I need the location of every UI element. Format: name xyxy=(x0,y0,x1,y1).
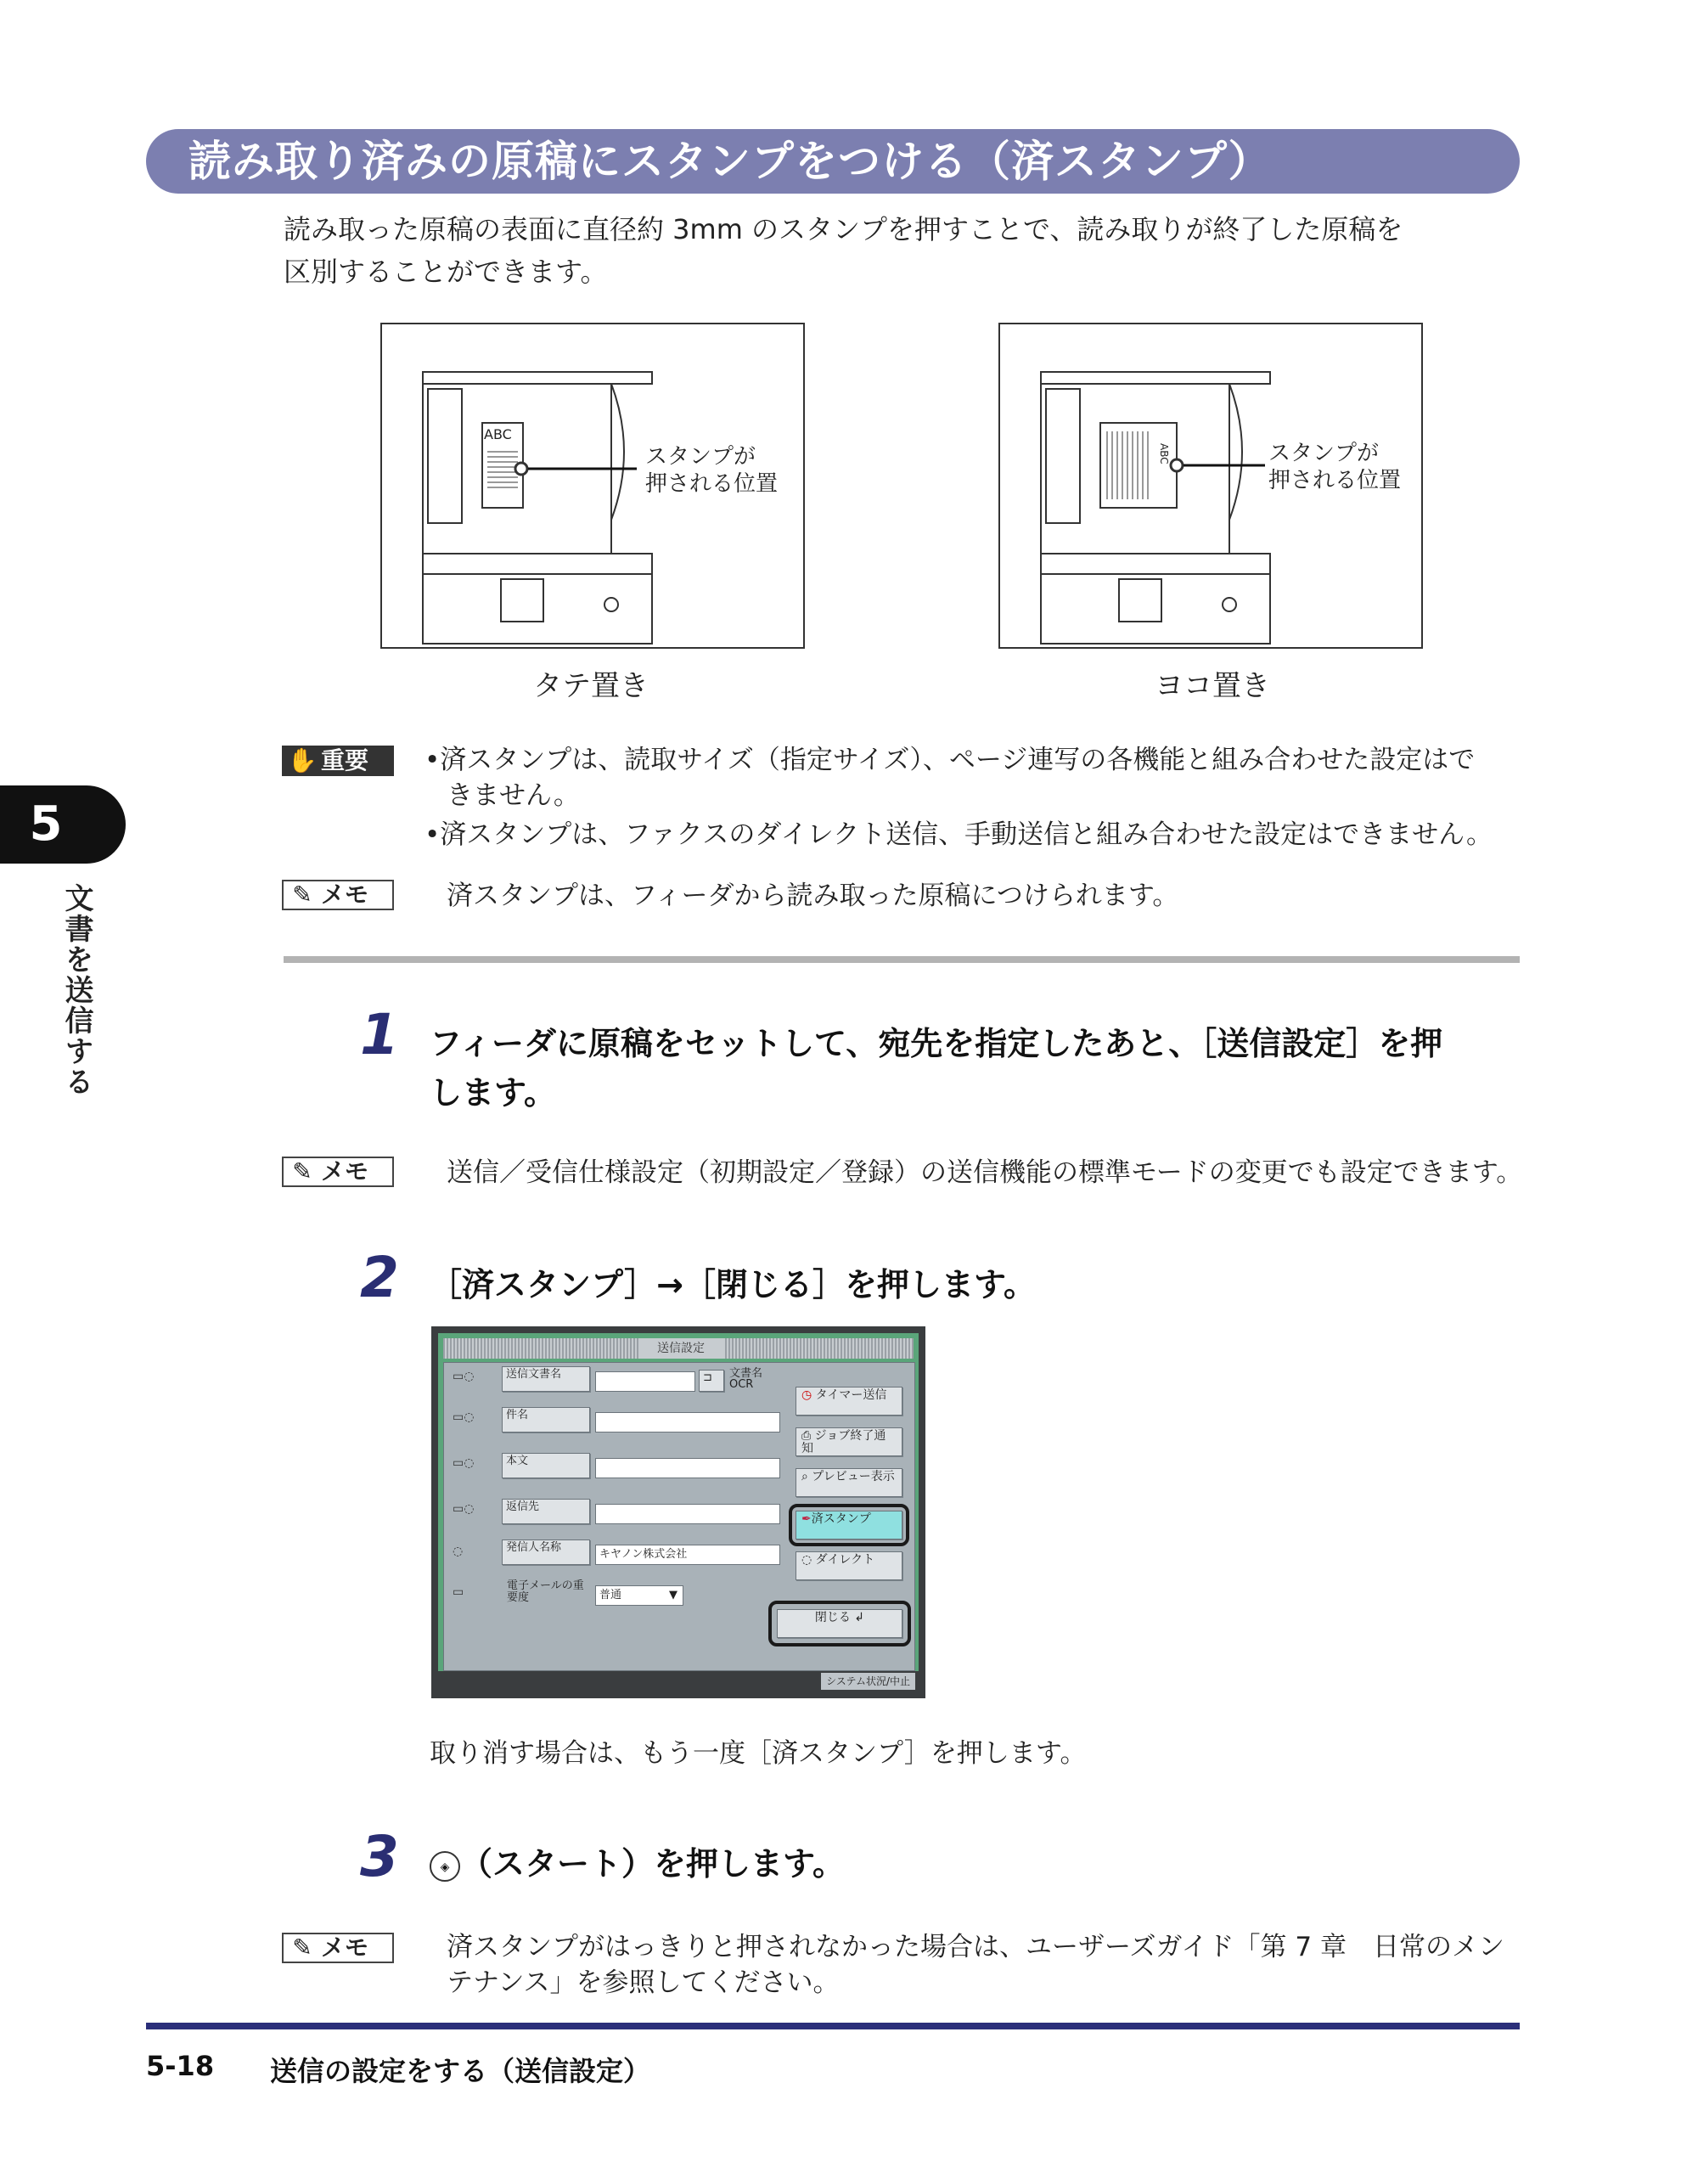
page-number: 5-18 xyxy=(146,2050,215,2082)
step-text-1: フィーダに原稿をセットして、宛先を指定したあと、［送信設定］を押 します。 xyxy=(430,1025,1443,1112)
reply-to-button[interactable]: 返信先 xyxy=(502,1499,590,1524)
email-priority-select[interactable]: 普通 ▼ xyxy=(595,1585,683,1606)
screen-header: 送信設定 xyxy=(443,1338,914,1359)
bullet-icon: • xyxy=(424,819,441,850)
figure-callout: スタンプが 押される位置 xyxy=(645,444,779,497)
important-bullet-1: •済スタンプは、読取サイズ（指定サイズ）、ページ連写の各機能と組み合わせた設定はで きません。 xyxy=(424,745,1476,811)
important-bullet-2: •済スタンプは、ファクスのダイレクト送信、手動送信と組み合わせた設定はできません。 xyxy=(424,819,1493,850)
device-screen xyxy=(431,1326,925,1698)
memo-badge: ✎ メモ xyxy=(282,880,394,910)
pencil-icon: ✎ xyxy=(292,1157,312,1185)
fax-icon: ◌ xyxy=(801,1553,812,1567)
memo-text-3: 済スタンプがはっきりと押されなかった場合は、ユーザーズガイド「第 7 章 日常のメン テナンス」を参照してください。 xyxy=(447,1932,1504,1998)
step-text-3: ◈ （スタート）を押します。 xyxy=(430,1839,845,1888)
done-stamp-button[interactable]: ✒済スタンプ xyxy=(796,1511,902,1539)
figure-portrait xyxy=(380,323,805,649)
footer-section-title: 送信の設定をする（送信設定） xyxy=(270,2055,651,2087)
important-badge: ✋ 重要 xyxy=(282,746,394,776)
memo-text-1: 済スタンプは、フィーダから読み取った原稿につけられます。 xyxy=(447,881,1179,911)
doc-name-label: 文書名 OCR xyxy=(729,1367,763,1391)
figure-caption-portrait: タテ置き xyxy=(533,669,649,703)
chapter-tab: 5 xyxy=(0,785,126,864)
direct-button[interactable]: ◌ ダイレクト xyxy=(796,1551,902,1580)
return-icon: ↲ xyxy=(854,1611,865,1624)
timer-send-button[interactable]: ◷ タイマー送信 xyxy=(796,1387,902,1416)
mail-icon: ▭◌ xyxy=(453,1456,475,1470)
figure-callout: スタンプが 押される位置 xyxy=(1268,441,1402,493)
memo-badge: ✎ メモ xyxy=(282,1933,394,1963)
footer-line xyxy=(146,2023,1520,2029)
chapter-side-title: 文書を送信する xyxy=(59,883,93,1097)
reply-to-field[interactable] xyxy=(595,1504,780,1524)
sender-name-field[interactable]: キヤノン株式会社 xyxy=(595,1545,780,1565)
start-button-icon: ◈ xyxy=(430,1851,460,1882)
pencil-icon: ✎ xyxy=(292,1934,312,1962)
memo-text-2: 送信／受信仕様設定（初期設定／登録）の送信機能の標準モードの変更でも設定できます。 xyxy=(447,1157,1523,1188)
step-text-2: ［済スタンプ］→［閉じる］を押します。 xyxy=(430,1266,1036,1303)
done-stamp-highlight xyxy=(789,1504,909,1546)
clock-icon: ◷ xyxy=(801,1388,812,1402)
intro-line-2: 区別することができます。 xyxy=(284,256,608,288)
screen-panel xyxy=(443,1362,915,1671)
body-button[interactable]: 本文 xyxy=(502,1453,590,1478)
doc-name-button[interactable]: 送信文書名 xyxy=(502,1366,590,1392)
step-2-note: 取り消す場合は、もう一度［済スタンプ］を押します。 xyxy=(430,1738,1087,1769)
hand-stop-icon: ✋ xyxy=(287,746,318,774)
step-number-1: 1 xyxy=(360,1002,399,1067)
job-done-notice-button[interactable]: ⎙ ジョブ終了通知 xyxy=(796,1427,902,1456)
fax-icon: ◌ xyxy=(453,1545,464,1558)
stamp-icon: ✒ xyxy=(801,1512,812,1526)
figure-doc-label: ABC xyxy=(1158,443,1170,464)
preview-button[interactable]: ⌕ プレビュー表示 xyxy=(796,1468,902,1497)
screen-status-bar xyxy=(438,1671,919,1691)
pencil-icon: ✎ xyxy=(292,881,312,909)
figure-landscape xyxy=(998,323,1423,649)
mail-icon: ▭◌ xyxy=(453,1410,475,1424)
page-title: 読み取り済みの原稿にスタンプをつける（済スタンプ） xyxy=(188,137,1272,186)
close-highlight xyxy=(768,1601,911,1646)
intro-line-1: 読み取った原稿の表面に直径約 3mm のスタンプを押すことで、読み取りが終了した原稿を xyxy=(284,213,1403,245)
section-divider xyxy=(284,956,1520,963)
subject-button[interactable]: 件名 xyxy=(502,1407,590,1433)
email-priority-label: 電子メールの重要度 xyxy=(507,1579,584,1604)
figure-caption-landscape: ヨコ置き xyxy=(1155,669,1270,703)
figure-doc-label: ABC xyxy=(484,426,512,442)
memo-badge: ✎ メモ xyxy=(282,1157,394,1187)
mail-icon: ▭◌ xyxy=(453,1502,475,1516)
system-status-button[interactable]: システム状況/中止 xyxy=(821,1673,915,1690)
chevron-down-icon: ▼ xyxy=(669,1589,678,1601)
mail-icon: ▭◌ xyxy=(453,1370,475,1383)
doc-name-field[interactable] xyxy=(595,1371,695,1392)
doc-name-keyboard-button[interactable]: ⊐ xyxy=(699,1370,724,1392)
subject-field[interactable] xyxy=(595,1412,780,1433)
close-button[interactable]: 閉じる ↲ xyxy=(777,1609,902,1638)
bullet-icon: • xyxy=(424,745,441,775)
bell-icon: ⎙ xyxy=(801,1429,812,1443)
body-field[interactable] xyxy=(595,1458,780,1478)
step-number-2: 2 xyxy=(360,1245,399,1310)
magnifier-icon: ⌕ xyxy=(801,1470,808,1483)
step-number-3: 3 xyxy=(360,1824,399,1889)
mail-icon: ▭ xyxy=(453,1585,464,1599)
sender-name-button[interactable]: 発信人名称 xyxy=(502,1539,590,1565)
